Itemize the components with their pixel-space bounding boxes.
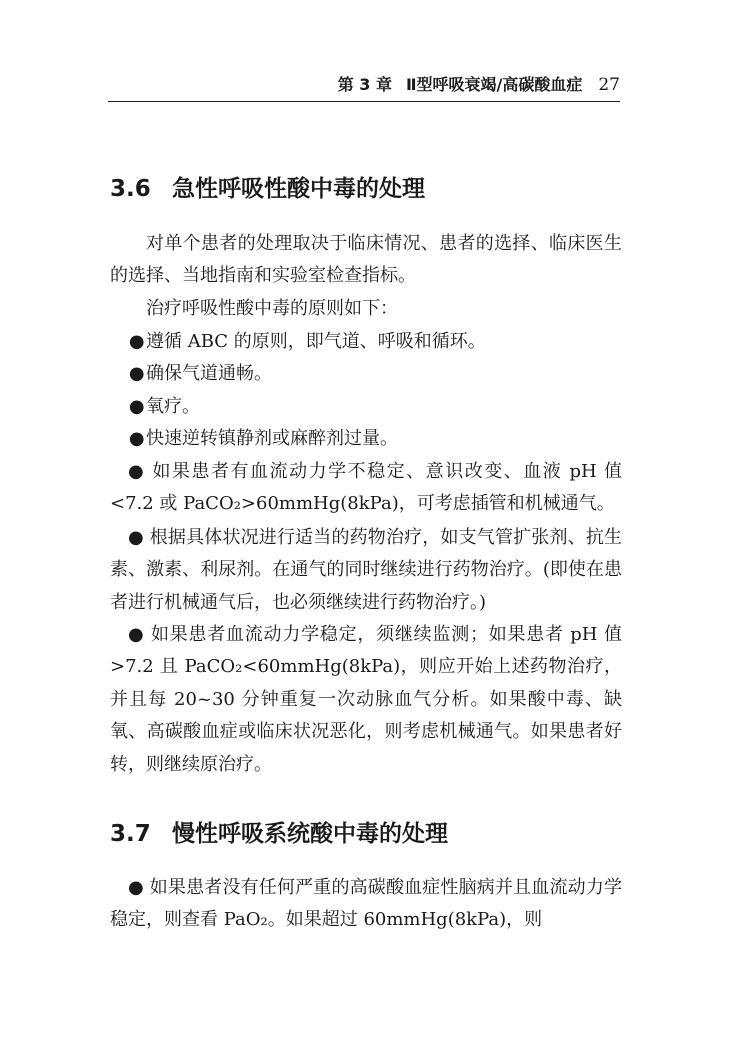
section-heading-3-6	[110, 170, 425, 203]
list-item: ● 氧疗。	[110, 391, 622, 423]
bullet-icon: ●	[128, 363, 145, 385]
page-number: 27	[598, 75, 620, 95]
principles-list	[110, 326, 622, 456]
principles-lead: 治疗呼吸性酸中毒的原则如下：	[146, 298, 398, 319]
stable-paragraph: ● 如果患者血流动力学稳定，须继续监测；如果患者 pH 值>7.2 且 PaCO₂<60mmHg(8kPa)，则应开始上述药物治疗，并且每 20~30 分钟重复一次动脉血气分析。如果酸中毒、缺氧、高碳酸血症或临床状况恶化，则考虑机械通气。如果患者好转，则继续原治疗。	[110, 624, 622, 775]
list-item: ● 遵循 ABC 的原则，即气道、呼吸和循环。	[110, 326, 622, 358]
chapter-title: Ⅱ型呼吸衰竭/高碳酸血症	[405, 75, 583, 94]
section-heading-3-7	[110, 815, 448, 848]
running-header	[108, 72, 620, 102]
chapter-label: 第 3 章	[337, 75, 392, 94]
section-title: 慢性呼吸系统酸中毒的处理	[172, 821, 448, 847]
section-number: 3.6	[110, 176, 151, 202]
intro-paragraph: 对单个患者的处理取决于临床情况、患者的选择、临床医生的选择、当地指南和实验室检查指标。	[110, 233, 622, 287]
unstable-paragraph: ● 如果患者有血流动力学不稳定、意识改变、血液 pH 值<7.2 或 PaCO₂>60mmHg(8kPa)，可考虑插管和机械通气。	[110, 461, 622, 515]
drug-therapy-paragraph: ● 根据具体状况进行适当的药物治疗，如支气管扩张剂、抗生素、激素、利尿剂。在通气的同时继续进行药物治疗。(即使在患者进行机械通气后，也必须继续进行药物治疗。)	[110, 527, 622, 613]
section-title: 急性呼吸性酸中毒的处理	[172, 176, 425, 202]
bullet-icon: ●	[128, 331, 145, 352]
bullet-icon: ●	[128, 428, 145, 450]
list-item: ● 确保气道通畅。	[110, 358, 622, 390]
chronic-paragraph: ● 如果患者没有任何严重的高碳酸血症性脑病并且血流动力学稳定，则查看 PaO₂。如果超过 60mmHg(8kPa)，则	[110, 877, 622, 931]
bullet-icon: ●	[128, 395, 145, 417]
section-number: 3.7	[110, 821, 151, 847]
list-item: ● 快速逆转镇静剂或麻醉剂过量。	[110, 423, 622, 455]
